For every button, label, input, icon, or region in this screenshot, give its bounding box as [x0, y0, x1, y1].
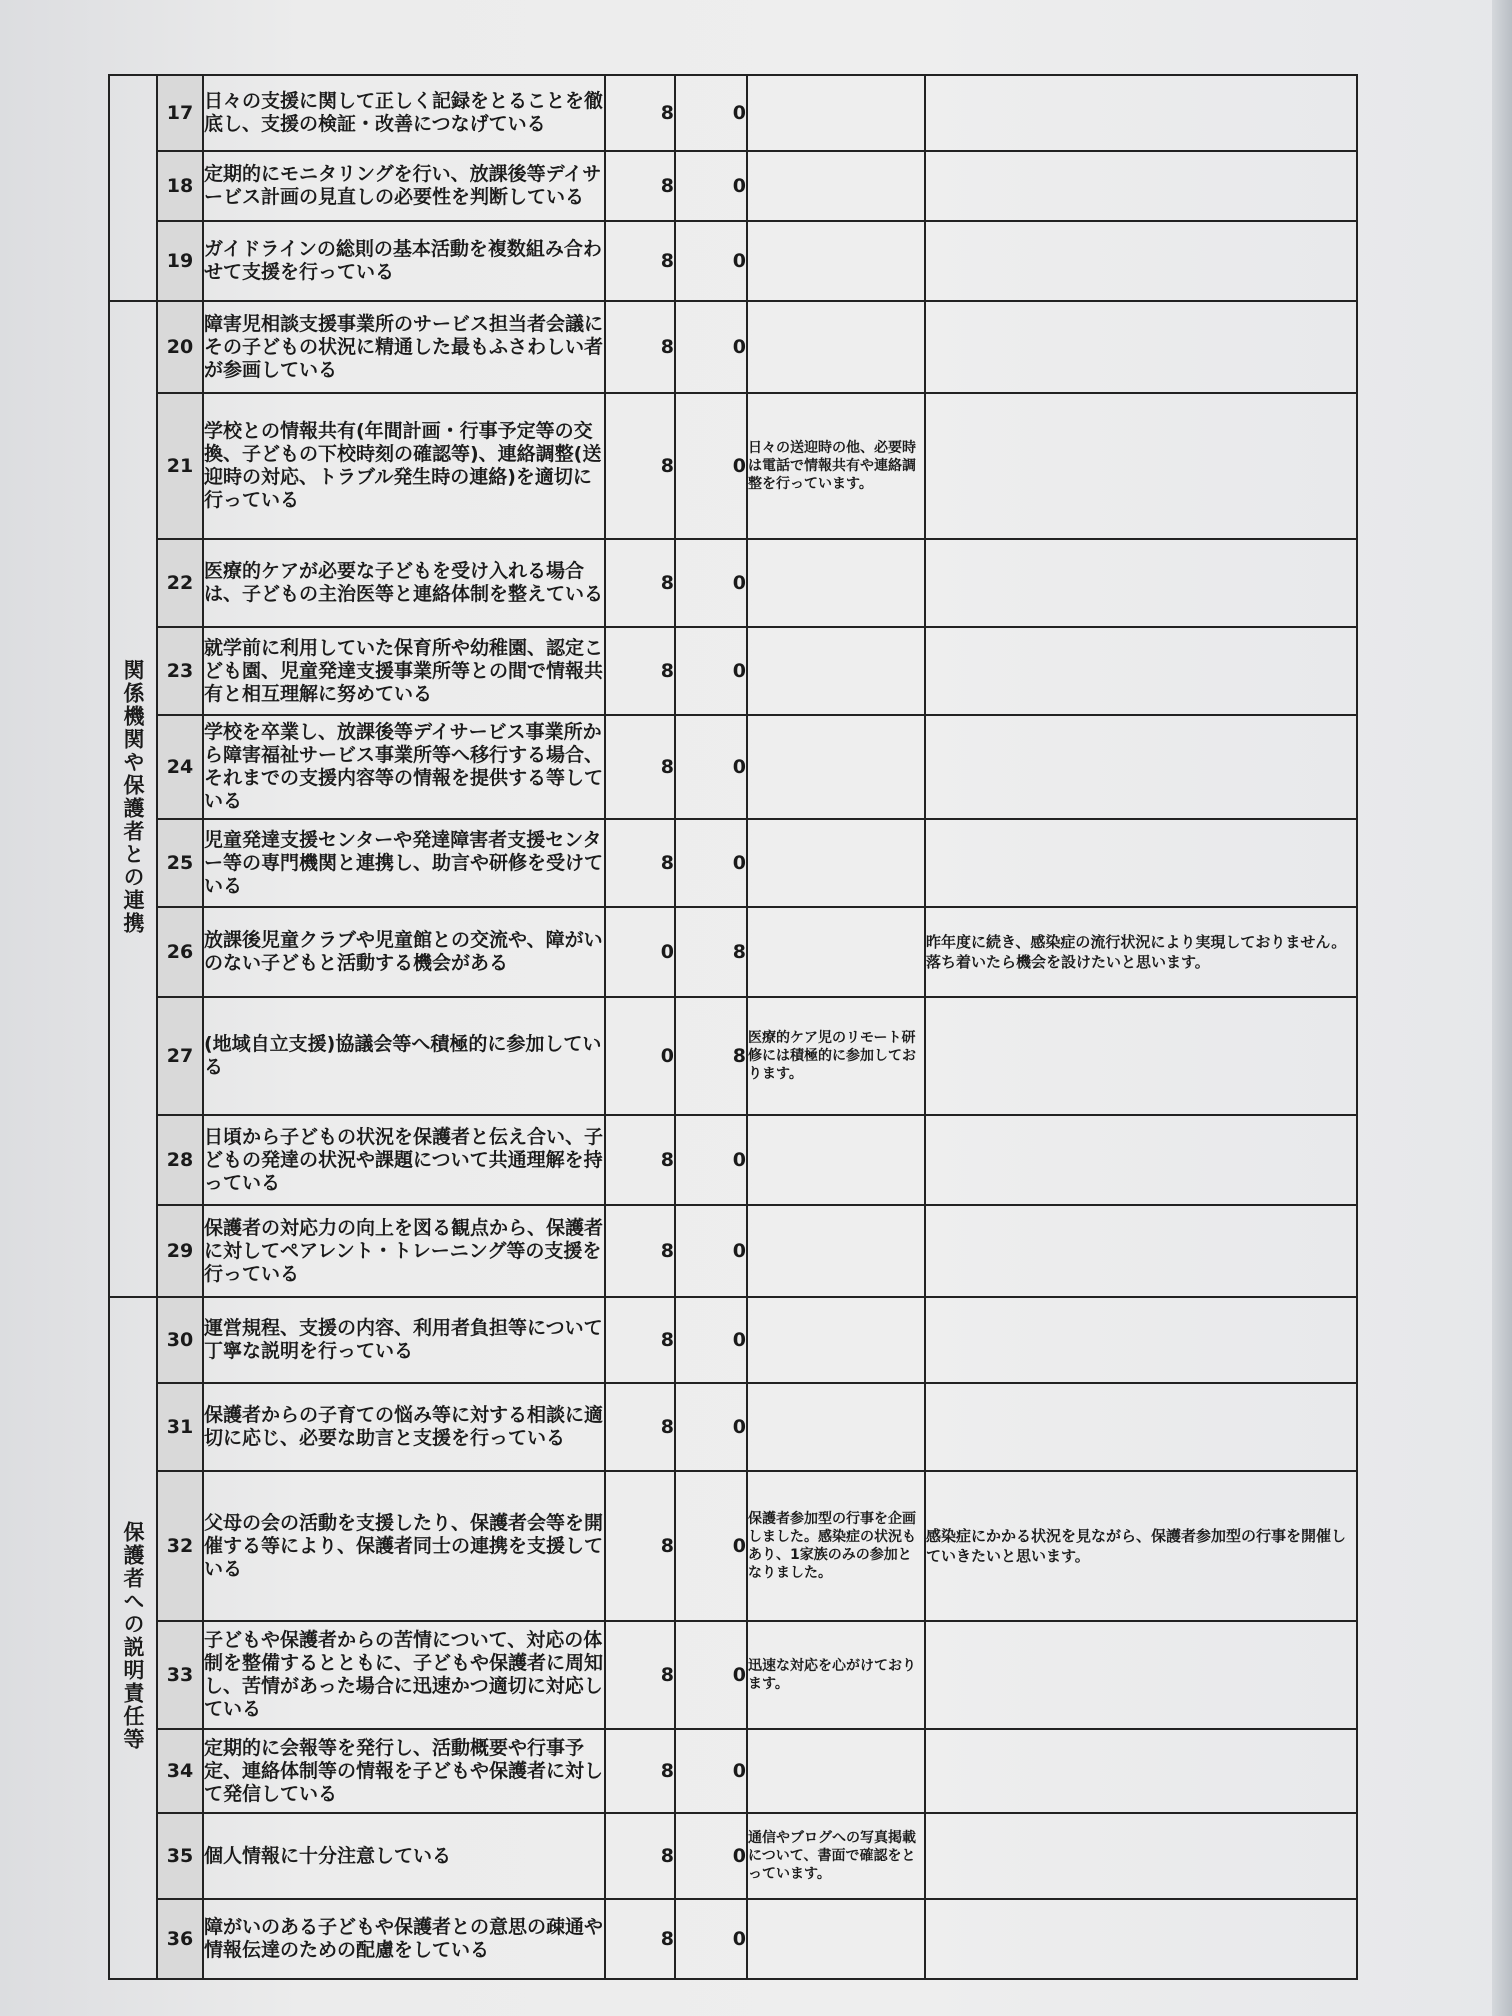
factor-note	[747, 1115, 925, 1205]
table-row	[109, 1297, 1357, 1383]
improvement-note	[925, 1115, 1357, 1205]
item-text: 個人情報に十分注意している	[203, 1813, 605, 1899]
improvement-note	[925, 393, 1357, 539]
improvement-note: 感染症にかかる状況を見ながら、保護者参加型の行事を開催していきたいと思います。	[925, 1471, 1357, 1621]
improvement-note	[925, 1383, 1357, 1471]
category-label: 保護者への説明責任等	[121, 1521, 145, 1751]
item-number: 28	[157, 1115, 203, 1205]
table-row	[109, 539, 1357, 627]
item-number: 29	[157, 1205, 203, 1297]
paper-edge	[1492, 0, 1512, 2016]
yes-count: 8	[605, 75, 675, 151]
item-number: 25	[157, 819, 203, 907]
item-number: 21	[157, 393, 203, 539]
item-number: 19	[157, 221, 203, 301]
no-count: 0	[675, 1813, 747, 1899]
table-row	[109, 907, 1357, 997]
item-number: 20	[157, 301, 203, 393]
factor-note	[747, 539, 925, 627]
no-count: 0	[675, 715, 747, 819]
no-count: 0	[675, 301, 747, 393]
improvement-note: 昨年度に続き、感染症の流行状況により実現しておりません。落ち着いたら機会を設けたいと思います。	[925, 907, 1357, 997]
table-row	[109, 75, 1357, 151]
table-row	[109, 1383, 1357, 1471]
no-count: 0	[675, 1471, 747, 1621]
no-count: 0	[675, 1205, 747, 1297]
item-text: 定期的にモニタリングを行い、放課後等デイサービス計画の見直しの必要性を判断している	[203, 151, 605, 221]
no-count: 0	[675, 393, 747, 539]
table-row	[109, 819, 1357, 907]
yes-count: 8	[605, 1297, 675, 1383]
yes-count: 8	[605, 1729, 675, 1813]
table-row	[109, 1205, 1357, 1297]
table-row	[109, 997, 1357, 1115]
item-text: 子どもや保護者からの苦情について、対応の体制を整備するとともに、子どもや保護者に周知し、苦情があった場合に迅速かつ適切に対応している	[203, 1621, 605, 1729]
item-text: 保護者からの子育ての悩み等に対する相談に適切に応じ、必要な助言と支援を行っている	[203, 1383, 605, 1471]
improvement-note	[925, 627, 1357, 715]
improvement-note	[925, 301, 1357, 393]
improvement-note	[925, 715, 1357, 819]
item-number: 17	[157, 75, 203, 151]
yes-count: 8	[605, 715, 675, 819]
table-row	[109, 1899, 1357, 1979]
improvement-note	[925, 1297, 1357, 1383]
item-number: 23	[157, 627, 203, 715]
factor-note: 通信やブログへの写真掲載について、書面で確認をとっています。	[747, 1813, 925, 1899]
yes-count: 8	[605, 819, 675, 907]
item-number: 24	[157, 715, 203, 819]
improvement-note	[925, 1621, 1357, 1729]
improvement-note	[925, 75, 1357, 151]
table-row	[109, 301, 1357, 393]
improvement-note	[925, 221, 1357, 301]
item-number: 34	[157, 1729, 203, 1813]
factor-note	[747, 1729, 925, 1813]
item-text: 運営規程、支援の内容、利用者負担等について丁寧な説明を行っている	[203, 1297, 605, 1383]
item-number: 27	[157, 997, 203, 1115]
yes-count: 8	[605, 539, 675, 627]
table-row	[109, 627, 1357, 715]
item-text: ガイドラインの総則の基本活動を複数組み合わせて支援を行っている	[203, 221, 605, 301]
factor-note	[747, 1383, 925, 1471]
no-count: 0	[675, 539, 747, 627]
improvement-note	[925, 539, 1357, 627]
table-row	[109, 1471, 1357, 1621]
category-cell-continued	[109, 75, 157, 301]
yes-count: 8	[605, 1471, 675, 1621]
factor-note	[747, 819, 925, 907]
no-count: 0	[675, 221, 747, 301]
yes-count: 8	[605, 301, 675, 393]
table-row	[109, 393, 1357, 539]
no-count: 0	[675, 75, 747, 151]
no-count: 0	[675, 1621, 747, 1729]
no-count: 0	[675, 151, 747, 221]
factor-note: 医療的ケア児のリモート研修には積極的に参加しております。	[747, 997, 925, 1115]
item-text: 放課後児童クラブや児童館との交流や、障がいのない子どもと活動する機会がある	[203, 907, 605, 997]
yes-count: 8	[605, 627, 675, 715]
item-text: 障がいのある子どもや保護者との意思の疎通や情報伝達のための配慮をしている	[203, 1899, 605, 1979]
factor-note: 日々の送迎時の他、必要時は電話で情報共有や連絡調整を行っています。	[747, 393, 925, 539]
factor-note	[747, 1205, 925, 1297]
evaluation-table	[108, 74, 1358, 1980]
category-cell	[109, 301, 157, 1297]
item-number: 31	[157, 1383, 203, 1471]
table-row	[109, 715, 1357, 819]
no-count: 0	[675, 1729, 747, 1813]
factor-note	[747, 221, 925, 301]
item-number: 18	[157, 151, 203, 221]
improvement-note	[925, 1205, 1357, 1297]
improvement-note	[925, 819, 1357, 907]
table-row	[109, 151, 1357, 221]
item-text: 日頃から子どもの状況を保護者と伝え合い、子どもの発達の状況や課題について共通理解を持っている	[203, 1115, 605, 1205]
table-row	[109, 221, 1357, 301]
item-number: 26	[157, 907, 203, 997]
no-count: 0	[675, 1115, 747, 1205]
yes-count: 8	[605, 1115, 675, 1205]
item-number: 33	[157, 1621, 203, 1729]
yes-count: 8	[605, 393, 675, 539]
no-count: 0	[675, 627, 747, 715]
factor-note	[747, 1297, 925, 1383]
improvement-note	[925, 1899, 1357, 1979]
table-row	[109, 1115, 1357, 1205]
no-count: 0	[675, 1899, 747, 1979]
factor-note	[747, 301, 925, 393]
table-row	[109, 1621, 1357, 1729]
item-text: 学校を卒業し、放課後等デイサービス事業所から障害福祉サービス事業所等へ移行する場合、それまでの支援内容等の情報を提供する等している	[203, 715, 605, 819]
category-cell	[109, 1297, 157, 1979]
item-text: 父母の会の活動を支援したり、保護者会等を開催する等により、保護者同士の連携を支援している	[203, 1471, 605, 1621]
yes-count: 8	[605, 221, 675, 301]
item-text: 医療的ケアが必要な子どもを受け入れる場合は、子どもの主治医等と連絡体制を整えている	[203, 539, 605, 627]
factor-note: 迅速な対応を心がけております。	[747, 1621, 925, 1729]
category-label: 関係機関や保護者との連携	[121, 659, 145, 935]
item-number: 35	[157, 1813, 203, 1899]
yes-count: 8	[605, 1383, 675, 1471]
yes-count: 0	[605, 907, 675, 997]
no-count: 0	[675, 1383, 747, 1471]
item-text: 障害児相談支援事業所のサービス担当者会議にその子どもの状況に精通した最もふさわしい者が参画している	[203, 301, 605, 393]
item-number: 32	[157, 1471, 203, 1621]
item-number: 36	[157, 1899, 203, 1979]
no-count: 8	[675, 997, 747, 1115]
no-count: 8	[675, 907, 747, 997]
item-text: 定期的に会報等を発行し、活動概要や行事予定、連絡体制等の情報を子どもや保護者に対して発信している	[203, 1729, 605, 1813]
improvement-note	[925, 997, 1357, 1115]
item-text: 児童発達支援センターや発達障害者支援センター等の専門機関と連携し、助言や研修を受けている	[203, 819, 605, 907]
yes-count: 8	[605, 151, 675, 221]
yes-count: 0	[605, 997, 675, 1115]
improvement-note	[925, 1813, 1357, 1899]
factor-note	[747, 151, 925, 221]
item-text: (地域自立支援)協議会等へ積極的に参加している	[203, 997, 605, 1115]
factor-note: 保護者参加型の行事を企画しました。感染症の状況もあり、1家族のみの参加となりました。	[747, 1471, 925, 1621]
yes-count: 8	[605, 1205, 675, 1297]
no-count: 0	[675, 1297, 747, 1383]
improvement-note	[925, 151, 1357, 221]
table-row	[109, 1729, 1357, 1813]
item-number: 30	[157, 1297, 203, 1383]
factor-note	[747, 907, 925, 997]
improvement-note	[925, 1729, 1357, 1813]
yes-count: 8	[605, 1899, 675, 1979]
item-text: 日々の支援に関して正しく記録をとることを徹底し、支援の検証・改善につなげている	[203, 75, 605, 151]
yes-count: 8	[605, 1813, 675, 1899]
factor-note	[747, 715, 925, 819]
item-text: 保護者の対応力の向上を図る観点から、保護者に対してペアレント・トレーニング等の支援を行っている	[203, 1205, 605, 1297]
no-count: 0	[675, 819, 747, 907]
factor-note	[747, 1899, 925, 1979]
yes-count: 8	[605, 1621, 675, 1729]
item-text: 就学前に利用していた保育所や幼稚園、認定こども園、児童発達支援事業所等との間で情報共有と相互理解に努めている	[203, 627, 605, 715]
factor-note	[747, 75, 925, 151]
item-number: 22	[157, 539, 203, 627]
table-row	[109, 1813, 1357, 1899]
factor-note	[747, 627, 925, 715]
item-text: 学校との情報共有(年間計画・行事予定等の交換、子どもの下校時刻の確認等)、連絡調整(送迎時の対応、トラブル発生時の連絡)を適切に行っている	[203, 393, 605, 539]
